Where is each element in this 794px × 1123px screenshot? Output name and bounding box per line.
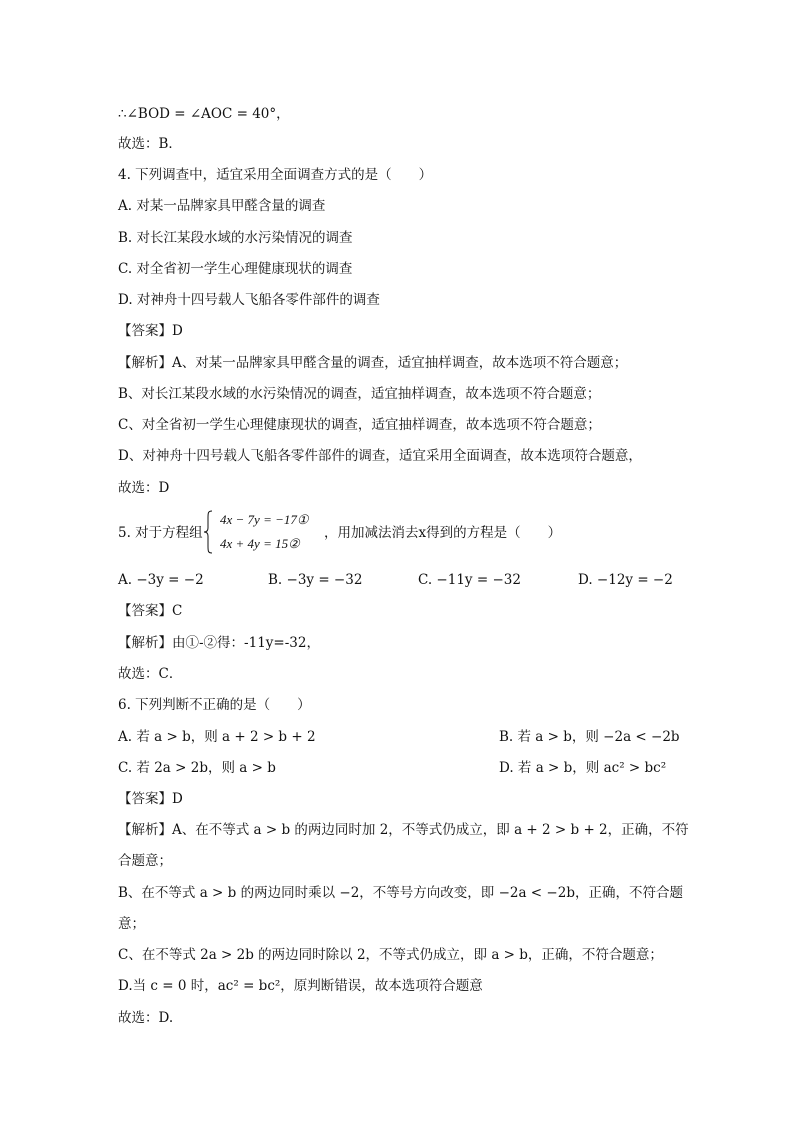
question-4-option-a: A. 对某一品牌家具甲醛含量的调查 [118,198,326,214]
equation-system-brace [203,510,213,554]
question-4-option-d: D. 对神舟十四号载人飞船各零件部件的调查 [118,292,380,308]
question-4-option-b: B. 对长江某段水域的水污染情况的调查 [118,230,353,246]
question-5-option-d: D. −12y = −2 [578,572,673,588]
question-4-stem: 4. 下列调查中，适宜采用全面调查方式的是（ ） [118,167,433,183]
question-6-explanation-a-line2: 合题意； [118,853,172,869]
answer-choice-line: 故选：B． [118,136,182,152]
equation-2: 4x + 4y = 15② [220,536,300,551]
question-6-option-c: C. 若 2a > 2b，则 a > b [118,760,276,776]
equation-1: 4x − 7y = −17① [220,512,309,527]
question-5-stem-prefix: 5. 对于方程组 [118,525,203,541]
question-6-explanation-d: D.当 c = 0 时，ac² = bc²，原判断错误，故本选项符合题意 [118,978,483,994]
question-4-explanation-c: C、对全省初一学生心理健康现状的调查，适宜抽样调查，故本选项不符合题意； [118,417,601,433]
question-6-option-a: A. 若 a > b，则 a + 2 > b + 2 [118,729,316,745]
question-5-answer: 【答案】C [118,603,183,619]
question-6-explanation-b-line2: 意； [118,916,145,932]
conclusion-line: ∴∠BOD = ∠AOC = 40°， [118,106,290,122]
question-6-option-b: B. 若 a > b，则 −2a < −2b [499,729,680,745]
question-6-answer: 【答案】D [118,791,183,807]
question-5-option-a: A. −3y = −2 [118,572,204,588]
question-6-explanation-c: C、在不等式 2a > 2b 的两边同时除以 2，不等式仍成立，即 a > b，正确，不符合题意； [118,947,663,963]
question-4-selection: 故选：D [118,480,170,496]
question-6-option-d: D. 若 a > b，则 ac² > bc² [499,760,667,776]
question-5-option-b: B. −3y = −32 [268,572,363,588]
question-6-explanation-b-line1: B、在不等式 a > b 的两边同时乘以 −2，不等号方向改变，即 −2a < −2b，正确，不符合题 [118,885,683,901]
question-6-explanation-a-line1: 【解析】A、在不等式 a > b 的两边同时加 2，不等式仍成立，即 a + 2 > b + 2，正确，不符 [118,822,689,838]
question-5-option-c: C. −11y = −32 [418,572,521,588]
question-5-stem-suffix: ，用加减法消去x得到的方程是（ ） [324,525,562,541]
question-4-answer: 【答案】D [118,323,183,339]
question-5-selection: 故选：C． [118,666,183,682]
question-4-explanation-d: D、对神舟十四号载人飞船各零件部件的调查，适宜采用全面调查，故本选项符合题意， [118,448,642,464]
question-6-selection: 故选：D. [118,1010,174,1026]
question-4-option-c: C. 对全省初一学生心理健康现状的调查 [118,261,353,277]
question-4-explanation-b: B、对长江某段水域的水污染情况的调查，适宜抽样调查，故本选项不符合题意； [118,386,601,402]
question-5-explanation: 【解析】由①-②得：-11y=-32， [118,635,320,651]
question-6-stem: 6. 下列判断不正确的是（ ） [118,697,311,713]
question-4-explanation-a: 【解析】A、对某一品牌家具甲醛含量的调查，适宜抽样调查，故本选项不符合题意； [118,355,628,371]
